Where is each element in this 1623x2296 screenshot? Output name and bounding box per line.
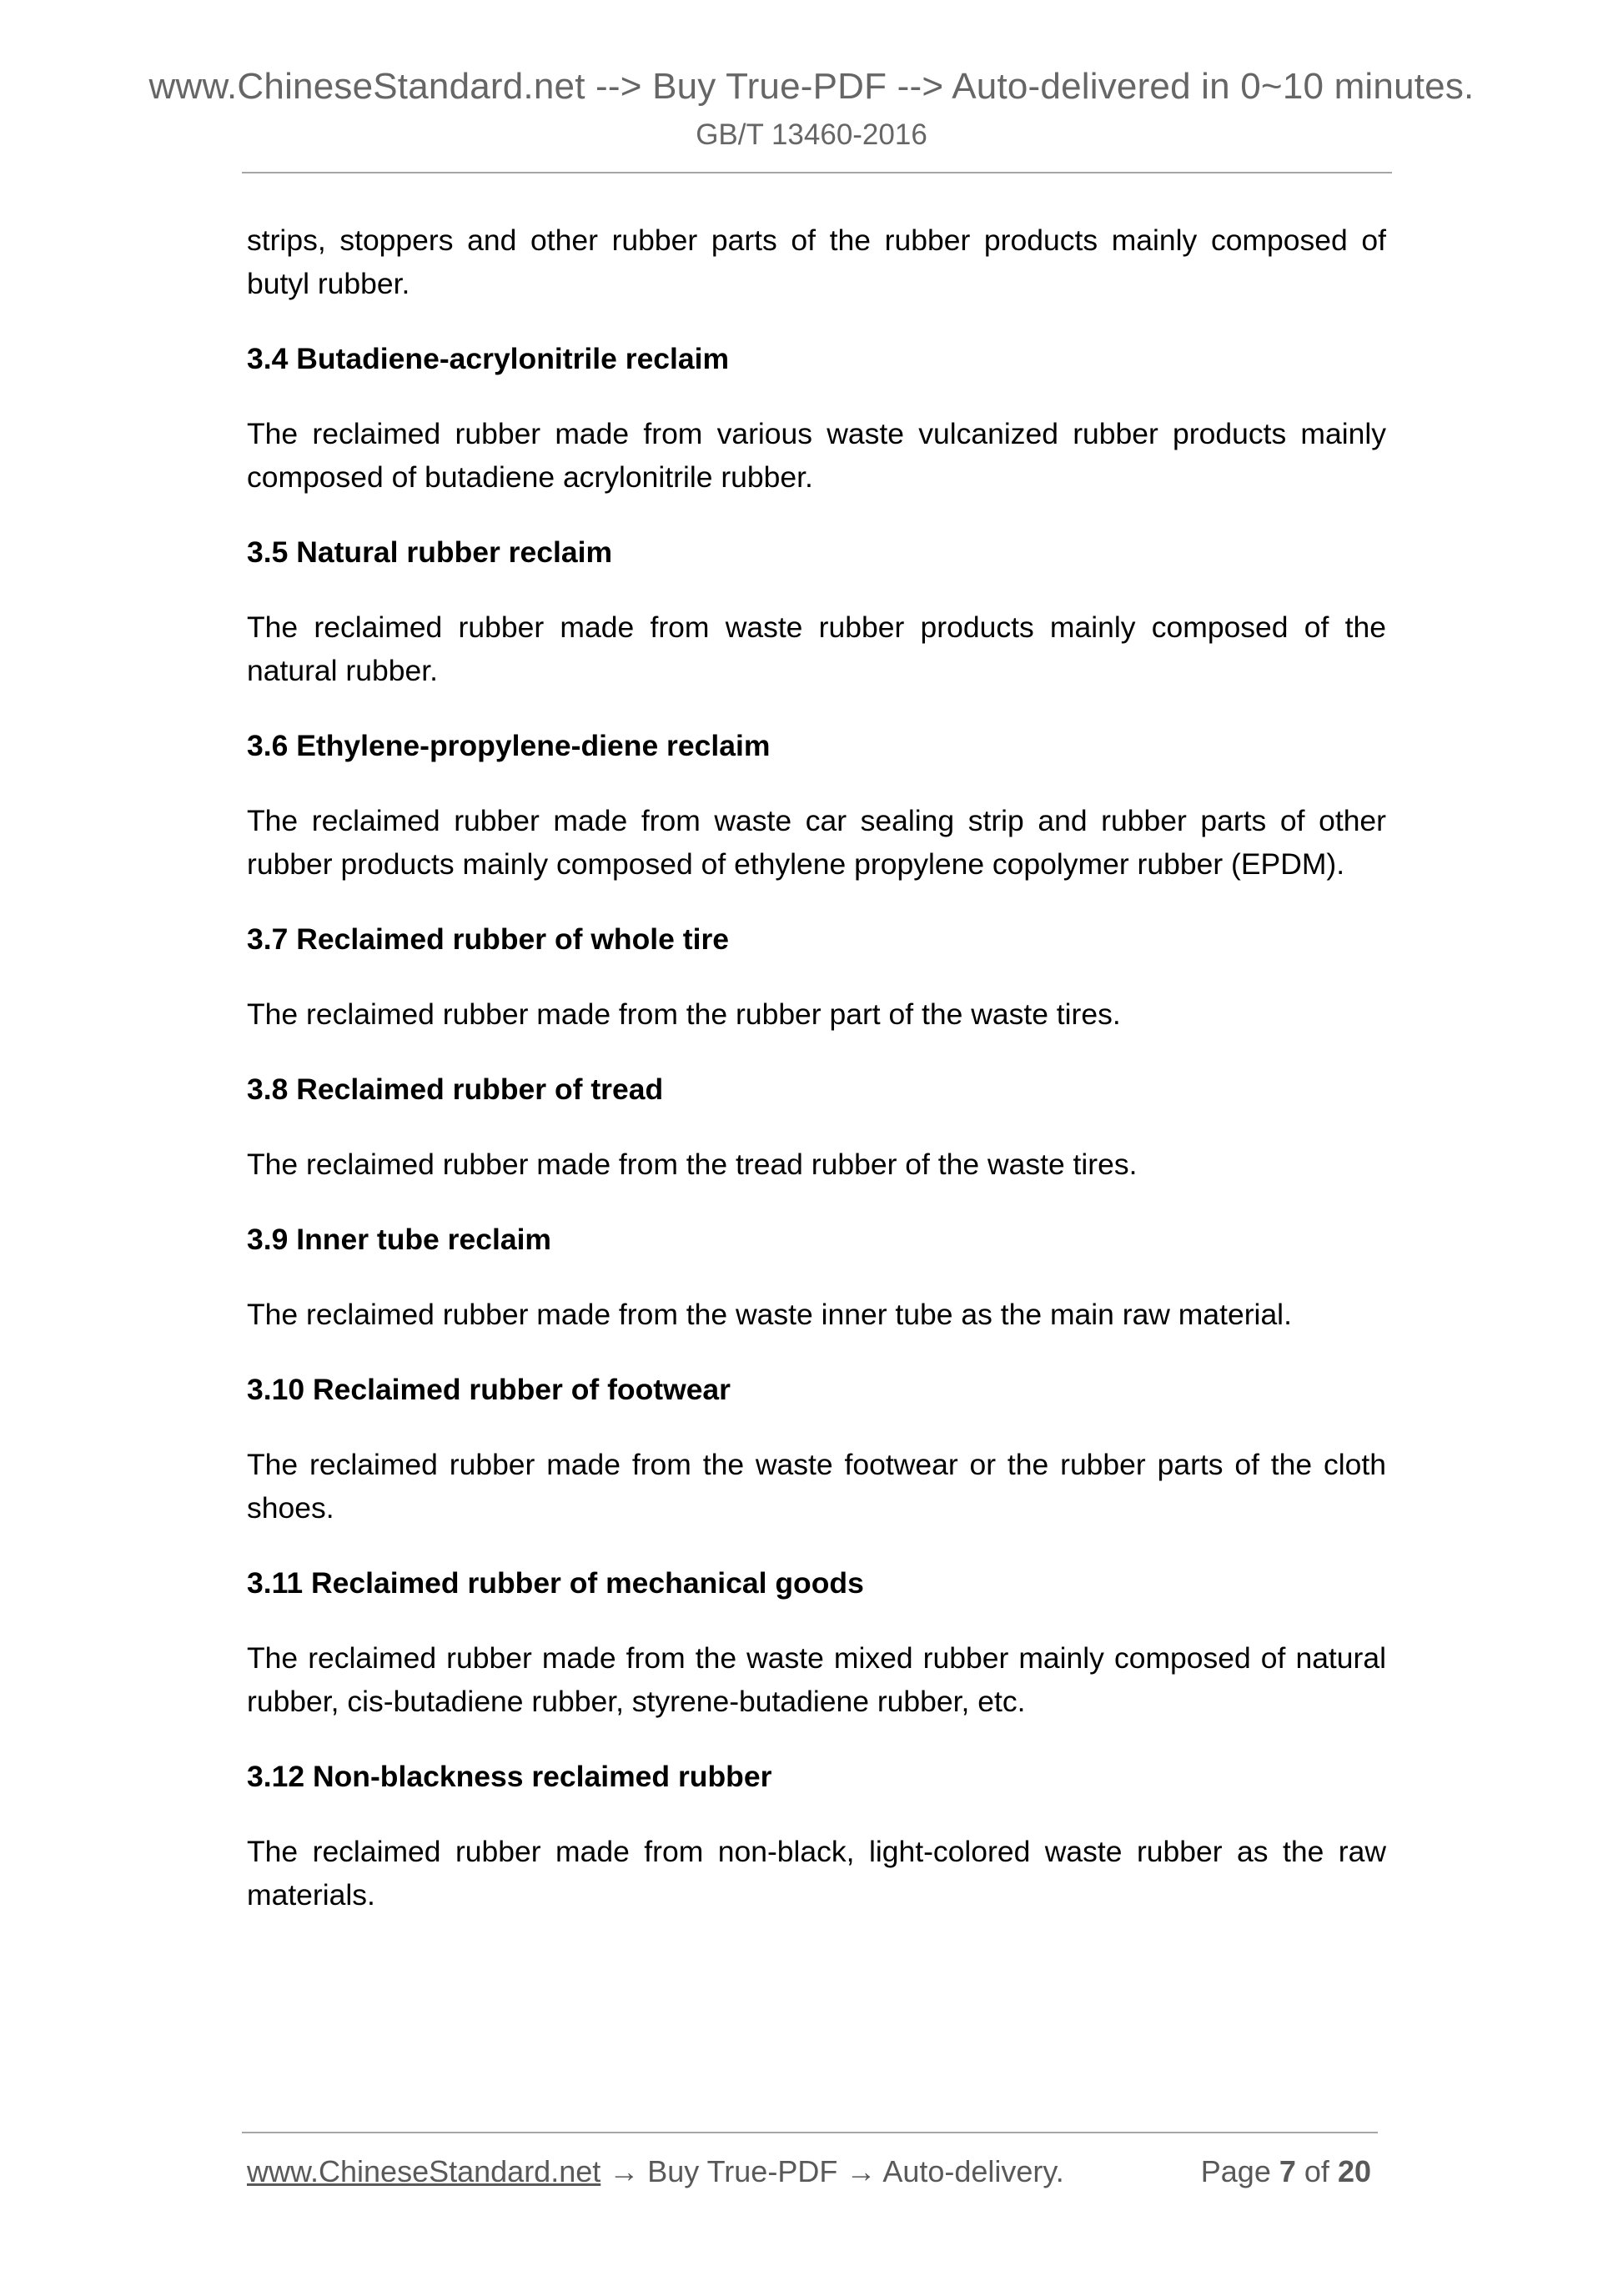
header-banner: www.ChineseStandard.net --> Buy True-PDF --> Auto-delivered in 0~10 minutes.	[148, 66, 1475, 107]
document-body	[247, 219, 1386, 1948]
section-3-5	[247, 530, 1386, 692]
section-3-11	[247, 1561, 1386, 1723]
section-heading: 3.5 Natural rubber reclaim	[247, 535, 613, 569]
section-heading: 3.9 Inner tube reclaim	[247, 1223, 552, 1256]
section-3-10	[247, 1368, 1386, 1530]
footer-tagline-group	[247, 2152, 1064, 2192]
of-label: of	[1304, 2154, 1329, 2188]
footer-site-link[interactable]: www.ChineseStandard.net	[247, 2154, 601, 2188]
section-text: The reclaimed rubber made from the tread rubber of the waste tires.	[247, 1148, 1138, 1181]
section-text: The reclaimed rubber made from the rubber part of the waste tires.	[247, 997, 1121, 1031]
section-heading: 3.11 Reclaimed rubber of mechanical goods	[247, 1566, 864, 1600]
section-text: The reclaimed rubber made from the waste mixed rubber mainly composed of natural rubber, cis-butadiene rubber, styrene-butadiene rubber, etc.	[247, 1641, 1386, 1718]
section-heading: 3.8 Reclaimed rubber of tread	[247, 1073, 664, 1106]
section-3-7	[247, 917, 1386, 1036]
section-3-12	[247, 1755, 1386, 1917]
footer-tagline: → Buy True-PDF → Auto-delivery.	[600, 2154, 1064, 2188]
section-3-9	[247, 1218, 1386, 1336]
section-heading: 3.7 Reclaimed rubber of whole tire	[247, 922, 730, 956]
page-label: Page	[1200, 2154, 1271, 2188]
intro-continuation-text: strips, stoppers and other rubber parts of the rubber products mainly composed of butyl rubber.	[247, 224, 1386, 300]
section-text: The reclaimed rubber made from various waste vulcanized rubber products mainly composed of butadiene acrylonitrile rubber.	[247, 417, 1386, 494]
section-text: The reclaimed rubber made from the waste footwear or the rubber parts of the cloth shoes.	[247, 1448, 1386, 1525]
section-text: The reclaimed rubber made from the waste inner tube as the main raw material.	[247, 1298, 1292, 1331]
section-heading: 3.12 Non-blackness reclaimed rubber	[247, 1760, 772, 1793]
section-heading: 3.6 Ethylene-propylene-diene reclaim	[247, 729, 771, 762]
section-heading: 3.10 Reclaimed rubber of footwear	[247, 1373, 731, 1406]
section-3-6	[247, 724, 1386, 886]
footer-divider	[242, 2132, 1378, 2133]
page-indicator	[1201, 2152, 1371, 2192]
section-text: The reclaimed rubber made from waste rubber products mainly composed of the natural rubber.	[247, 610, 1386, 687]
standard-id: GB/T 13460-2016	[696, 118, 927, 151]
page-number: 7	[1279, 2154, 1296, 2188]
section-3-4	[247, 337, 1386, 499]
section-heading: 3.4 Butadiene-acrylonitrile reclaim	[247, 342, 730, 375]
section-text: The reclaimed rubber made from non-black, light-colored waste rubber as the raw materials.	[247, 1835, 1386, 1912]
section-text: The reclaimed rubber made from waste car sealing strip and rubber parts of other rubber products mainly composed of ethylene propylene copolymer rubber (EPDM).	[247, 804, 1386, 881]
header-divider	[242, 172, 1392, 173]
total-pages: 20	[1337, 2154, 1371, 2188]
section-3-8	[247, 1068, 1386, 1186]
